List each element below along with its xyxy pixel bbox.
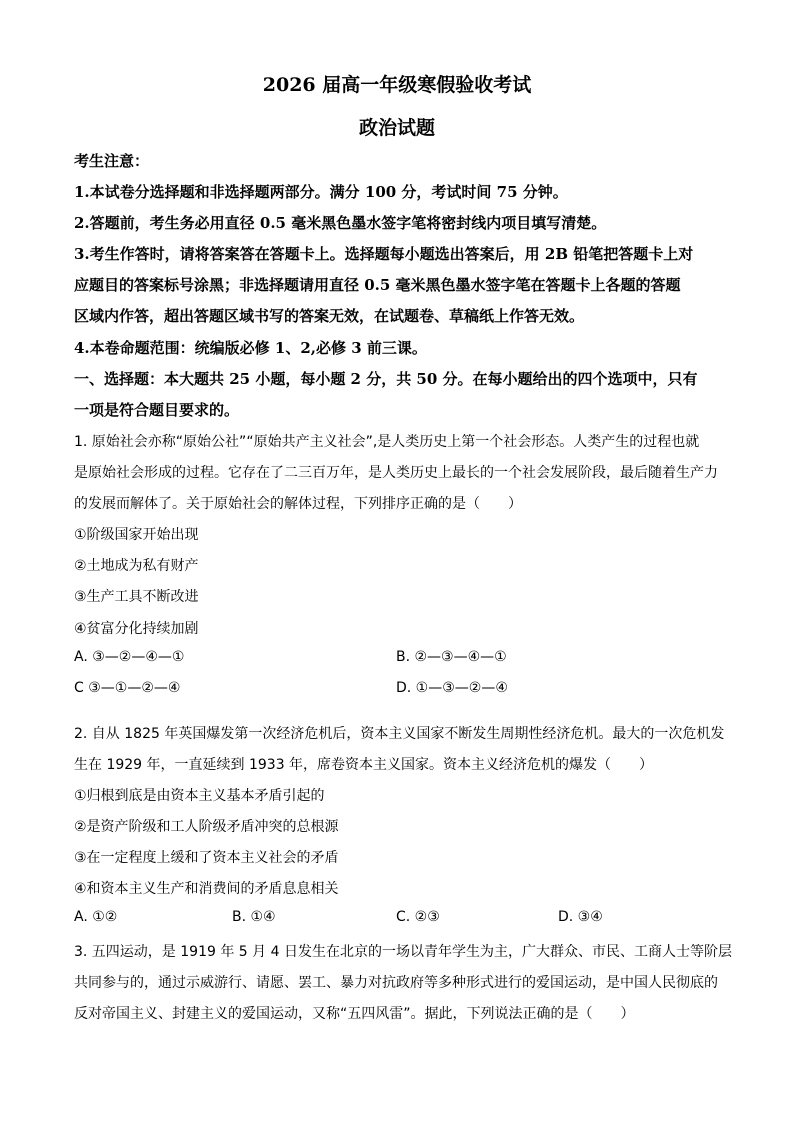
q2-option-d: D. ③④ [558, 909, 603, 925]
section-heading-line-1: 一、选择题：本大题共 25 小题，每小题 2 分，共 50 分。在每小题给出的四个选项中，只有 [74, 370, 698, 388]
subject-title: 政治试题 [358, 117, 435, 139]
q1-option-a: A. ③—②—④—① [74, 649, 185, 665]
q1-statement-4: ④贫富分化持续加剧 [74, 621, 199, 637]
q2-option-a: A. ①② [74, 909, 118, 925]
note-3-line-2: 应题目的答案标号涂黑；非选择题请用直径 0.5 毫米黑色墨水签字笔在答题卡上各题的答题 [74, 276, 681, 294]
q2-statement-3: ③在一定程度上缓和了资本主义社会的矛盾 [74, 850, 339, 866]
q3-stem-line-3: 反对帝国主义、封建主义的爱国运动，又称“五四风雷”。据此，下列说法正确的是（ ） [74, 1006, 635, 1022]
q3-stem-line-2: 共同参与的，通过示威游行、请愿、罢工、暴力对抗政府等多种形式进行的爱国运动，是中国人民彻底的 [74, 975, 718, 991]
q2-statement-2: ②是资产阶级和工人阶级矛盾冲突的总根源 [74, 819, 339, 835]
note-1: 1.本试卷分选择题和非选择题两部分。满分 100 分，考试时间 75 分钟。 [74, 183, 568, 201]
q2-stem-line-2: 生在 1929 年，一直延续到 1933 年，席卷资本主义国家。资本主义经济危机的爆发（ ） [74, 757, 654, 773]
q2-statement-1: ①归根到底是由资本主义基本矛盾引起的 [74, 788, 325, 804]
q1-option-d: D. ①—③—②—④ [396, 680, 508, 696]
q1-stem-line-3: 的发展而解体了。关于原始社会的解体过程，下列排序正确的是（ ） [74, 496, 522, 512]
q1-stem-line-1: 1. 原始社会亦称“原始公社”“原始共产主义社会”,是人类历史上第一个社会形态。人类产生的过程也就 [74, 434, 700, 450]
note-3-line-3: 区域内作答，超出答题区域书写的答案无效，在试题卷、草稿纸上作答无效。 [74, 307, 585, 325]
q2-option-b: B. ①④ [232, 909, 276, 925]
q2-statement-4: ④和资本主义生产和消费间的矛盾息息相关 [74, 881, 339, 897]
note-4: 4.本卷命题范围：统编版必修 1、2,必修 3 前三课。 [74, 339, 427, 357]
notes-heading: 考生注意： [74, 152, 150, 170]
note-3-line-1: 3.考生作答时，请将答案答在答题卡上。选择题每小题选出答案后，用 2B 铅笔把答题卡上对 [74, 245, 694, 263]
q1-statement-2: ②土地成为私有财产 [74, 558, 199, 574]
exam-title: 2026 届高一年级寒假验收考试 [262, 74, 532, 96]
q1-option-b: B. ②—③—④—① [396, 649, 507, 665]
q1-option-c: C ③—①—②—④ [74, 680, 181, 696]
q1-statement-1: ①阶级国家开始出现 [74, 527, 199, 543]
q1-statement-3: ③生产工具不断改进 [74, 589, 199, 605]
q3-stem-line-1: 3. 五四运动，是 1919 年 5 月 4 日发生在北京的一场以青年学生为主，广大群众、市民、工商人士等阶层 [74, 944, 732, 960]
q2-option-c: C. ②③ [396, 909, 440, 925]
note-2: 2.答题前，考生务必用直径 0.5 毫米黑色墨水签字笔将密封线内项目填写清楚。 [74, 214, 607, 232]
section-heading-line-2: 一项是符合题目要求的。 [74, 401, 240, 419]
q2-stem-line-1: 2. 自从 1825 年英国爆发第一次经济危机后，资本主义国家不断发生周期性经济危机。最大的一次危机发 [74, 726, 725, 742]
q1-stem-line-2: 是原始社会形成的过程。它存在了二三百万年，是人类历史上最长的一个社会发展阶段，最后随着生产力 [74, 465, 718, 481]
